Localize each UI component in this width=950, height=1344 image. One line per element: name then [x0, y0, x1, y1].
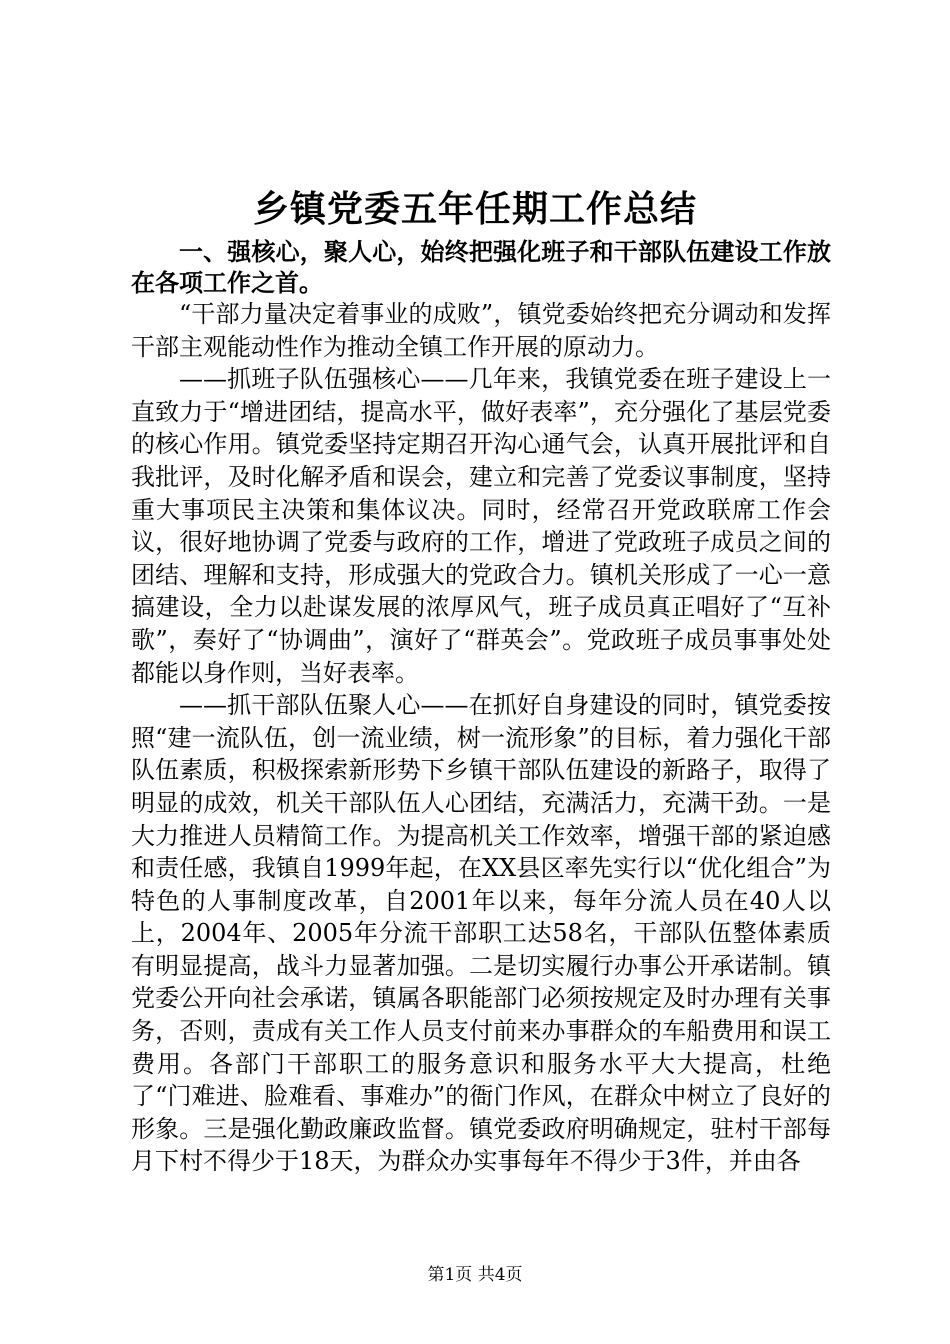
paragraph-leadership: ——抓班子队伍强核心——几年来，我镇党委在班子建设上一直致力于“增进团结，提高水平，做好表率”，充分强化了基层党委的核心作用。镇党委坚持定期召开沟心通气会，认真开展批评和自我批评，及时化解矛盾和误会，建立和完善了党委议事制度，坚持重大事项民主决策和集体议决。同时，经常召开党政联席工作会议，很好地协调了党委与政府的工作，增进了党政班子成员之间的团结、理解和支持，形成强大的党政合力。镇机关形成了一心一意搞建设，全力以赴谋发展的浓厚风气，班子成员真正唱好了“互补歌”，奏好了“协调曲”，演好了“群英会”。党政班子成员事事处处都能以身作则，当好表率。: [131, 365, 831, 687]
document-title: 乡镇党委五年任期工作总结: [252, 188, 697, 230]
paragraph-intro: “干部力量决定着事业的成败”，镇党委始终把充分调动和发挥干部主观能动性作为推动全镇工作开展的原动力。: [131, 300, 831, 361]
paragraph-cadre: ——抓干部队伍聚人心——在抓好自身建设的同时，镇党委按照“建一流队伍，创一流业绩，树一流形象”的目标，着力强化干部队伍素质，积极探索新形势下乡镇干部队伍建设的新路子，取得了明显的成效，机关干部队伍人心团结，充满活力，充满干劲。一是大力推进人员精简工作。为提高机关工作效率，增强干部的紧迫感和责任感，我镇自1999年起，在XX县区率先实行以“优化组合”为特色的人事制度改革，自2001年以来，每年分流人员在40人以上，2004年、2005年分流干部职工达58名，干部队伍整体素质有明显提高，战斗力显著加强。二是切实履行办事公开承诺制。镇党委公开向社会承诺，镇属各职能部门必须按规定及时办理有关事务，否则，责成有关工作人员支付前来办事群众的车船费用和误工费用。各部门干部职工的服务意识和服务水平大大提高，杜绝了“门难进、脸难看、事难办”的衙门作风，在群众中树立了良好的形象。三是强化勤政廉政监督。镇党委政府明确规定，驻村干部每月下村不得少于18天，为群众办实事每年不得少于3件，并由各: [131, 691, 831, 1176]
section-heading: 一、强核心，聚人心，始终把强化班子和干部队伍建设工作放在各项工作之首。: [131, 237, 831, 297]
document-body: [131, 236, 831, 1178]
page-footer: 第1页 共4页: [427, 1265, 523, 1285]
